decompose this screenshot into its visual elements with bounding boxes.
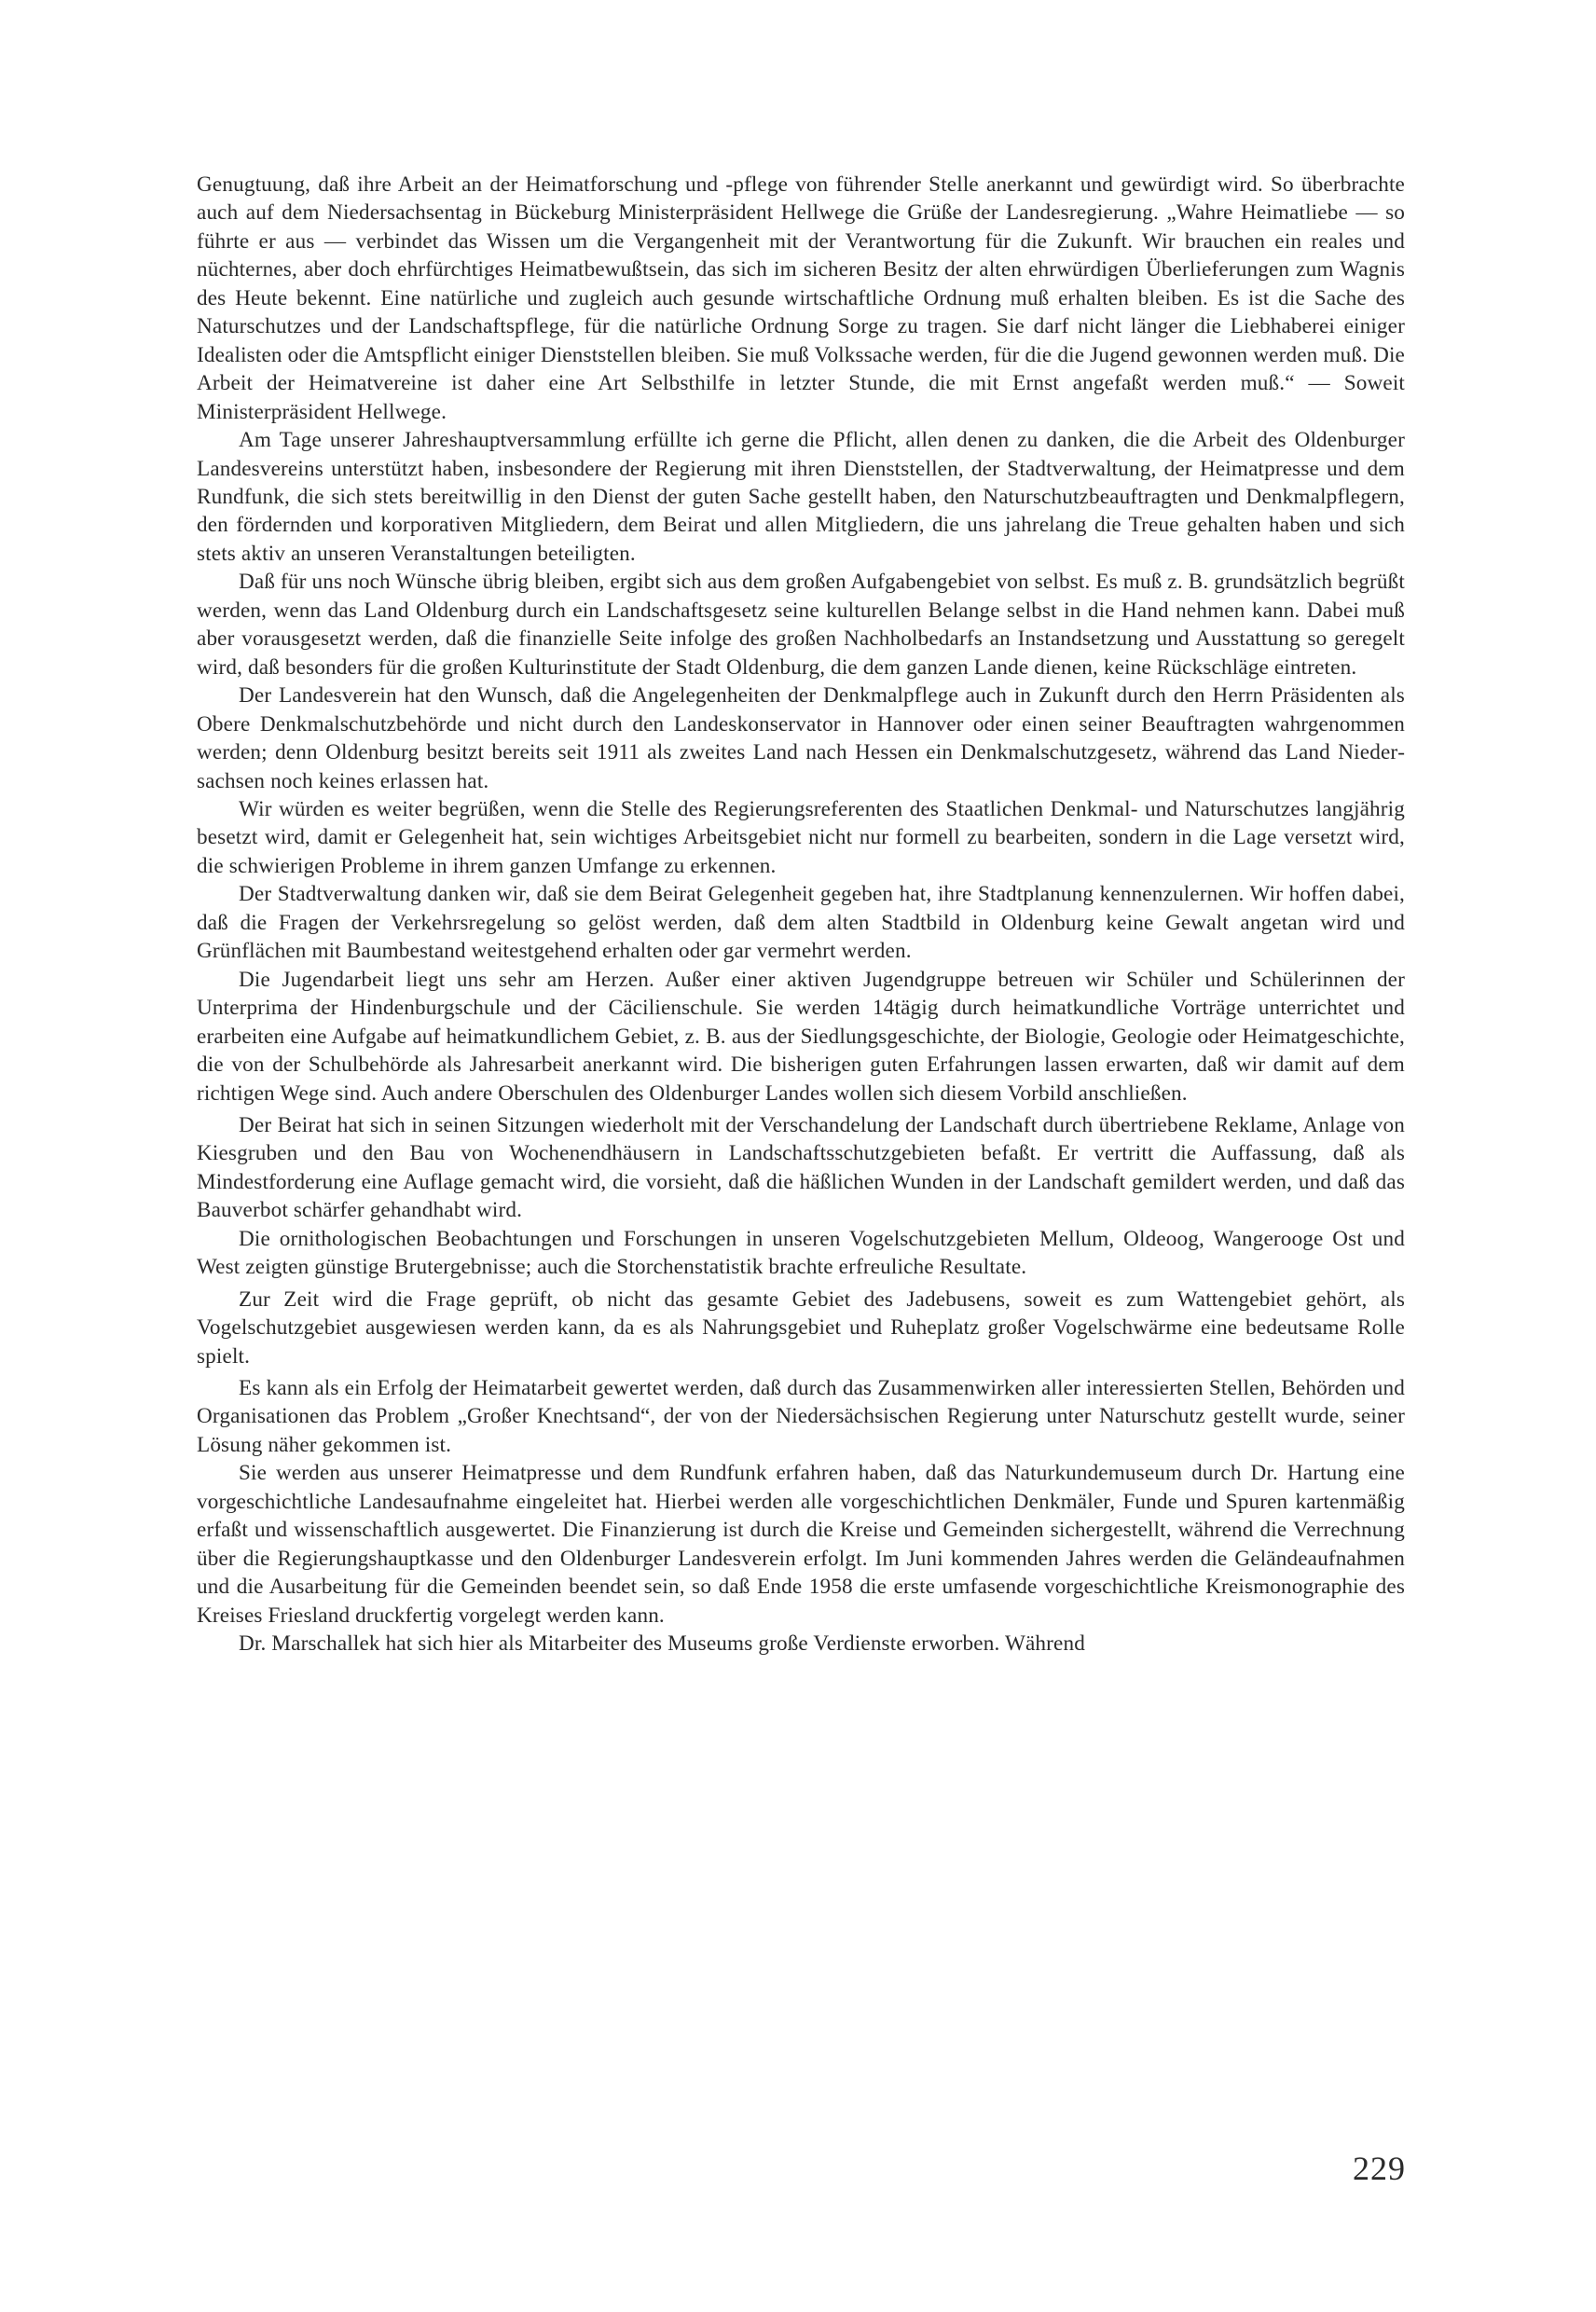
paragraph: Genugtuung, daß ihre Arbeit an der Heimatforschung und -pflege von führender Stelle anerkannt und gewürdigt wird. So überbrachte auch auf dem Niedersachsentag in Bückeburg Ministerpräsident Hellwege die Grüße der Landesregierung. „Wahre Heimatliebe — so führte er aus — verbindet das Wissen um die Vergangenheit mit der Verantwortung für die Zukunft. Wir brauchen ein reales und nüchternes, aber doch ehrfürchtiges Heimatbewußtsein, das sich im sicheren Besitz der alten ehrwürdigen Überlieferungen zum Wagnis des Heute bekennt. Eine natürliche und zugleich auch gesunde wirtschaftliche Ordnung muß erhalten bleiben. Es ist die Sache des Naturschutzes und der Landschaftspflege, für die natürliche Ordnung Sorge zu tragen. Sie darf nicht länger die Liebhaberei einiger Idealisten oder die Amtspflicht einiger Dienststellen bleiben. Sie muß Volkssache werden, für die die Jugend gewonnen werden muß. Die Arbeit der Heimatvereine ist daher eine Art Selbsthilfe in letzter Stunde, die mit Ernst angefaßt werden muß.“ — Soweit Ministerpräsident Hellwege. [197,172,1405,424]
paragraph: Wir würden es weiter begrüßen, wenn die Stelle des Regierungsreferenten des Staatlichen Denkmal- und Naturschutzes langjährig besetzt wird, damit er Gelegenheit hat, sein wichtiges Arbeitsgebiet nicht nur formell zu bearbeiten, sondern in die Lage versetzt wird, die schwierigen Probleme in ihrem ganzen Umfange zu erkennen. [197,796,1405,878]
paragraph: Dr. Marschallek hat sich hier als Mitarbeiter des Museums große Verdienste erworben. Während [239,1631,1085,1657]
paragraph: Am Tage unserer Jahreshauptversammlung erfüllte ich gerne die Pflicht, allen denen zu danken, die die Arbeit des Oldenburger Landesvereins unterstützt haben, insbesondere der Regierung mit ihren Dienststellen, der Stadtverwaltung, der Heimatpresse und dem Rundfunk, die sich stets bereitwillig in den Dienst der guten Sache gestellt haben, den Naturschutzbeauftragten und Denkmalpflegern, den fördernden und korporativen Mitgliedern, dem Beirat und allen Mitgliedern, die uns jahrelang die Treue gehalten haben und sich stets aktiv an unseren Veranstaltungen beteiligten. [197,428,1405,566]
paragraph: Die ornithologischen Beobachtungen und Forschungen in unseren Vogelschutzgebieten Mellum, Oldeoog, Wangerooge Ost und West zeigten günstige Brutergebnisse; auch die Storchenstatistik brachte erfreuliche Resultate. [197,1226,1405,1280]
paragraph: Zur Zeit wird die Frage geprüft, ob nicht das gesamte Gebiet des Jadebusens, soweit es zum Wattengebiet gehört, als Vogelschutzgebiet ausgewiesen werden kann, da es als Nahrungsgebiet und Ruheplatz großer Vogelschwärme eine bedeutsame Rolle spielt. [197,1287,1405,1369]
paragraph: Daß für uns noch Wünsche übrig bleiben, ergibt sich aus dem großen Aufgabengebiet von selbst. Es muß z. B. grundsätzlich begrüßt werden, wenn das Land Oldenburg durch ein Landschaftsgesetz seine kulturellen Belange selbst in die Hand nehmen kann. Dabei muß aber vorausgesetzt werden, daß die finanzielle Seite infolge des großen Nachholbedarfs an Instandsetzung und Ausstattung so geregelt wird, daß besonders für die großen Kulturinstitute der Stadt Oldenburg, die dem ganzen Lande dienen, keine Rückschläge eintreten. [197,570,1405,680]
paragraph: Der Stadtverwaltung danken wir, daß sie dem Beirat Gelegenheit gegeben hat, ihre Stadtplanung kennenzulernen. Wir hoffen dabei, daß die Fragen der Verkehrsregelung so gelöst werden, daß dem alten Stadtbild in Oldenburg keine Gewalt angetan wird und Grünflächen mit Baumbestand weitestgehend erhalten oder gar vermehrt werden. [197,882,1405,964]
paragraph: Der Landesverein hat den Wunsch, daß die Angelegenheiten der Denkmalpflege auch in Zukunft durch den Herrn Präsidenten als Obere Denkmalschutzbehörde und nicht durch den Landeskonservator in Hannover oder einen seiner Beauftragten wahrgenommen werden; denn Oldenburg besitzt bereits seit 1911 als zweites Land nach Hessen ein Denkmalschutzgesetz, während das Land Niedersachsen noch keines erlassen hat. [197,683,1405,793]
paragraph: Es kann als ein Erfolg der Heimatarbeit gewertet werden, daß durch das Zusammenwirken aller interessierten Stellen, Behörden und Organisationen das Problem „Großer Knechtsand“, der von der Niedersächsischen Regierung unter Naturschutz gestellt wurde, seiner Lösung näher gekommen ist. [197,1376,1405,1457]
paragraph: Die Jugendarbeit liegt uns sehr am Herzen. Außer einer aktiven Jugendgruppe betreuen wir Schüler und Schülerinnen der Unterprima der Hindenburgschule und der Cäcilienschule. Sie werden 14tägig durch heimatkundliche Vorträge unterrichtet und erarbeiten eine Aufgabe auf heimatkundlichem Gebiet, z. B. aus der Siedlungsgeschichte, der Biologie, Geologie oder Heimatgeschichte, die von der Schulbehörde als Jahresarbeit anerkannt wird. Die bisherigen guten Erfahrungen lassen erwarten, daß wir damit auf dem richtigen Wege sind. Auch andere Oberschulen des Oldenburger Landes wollen sich diesem Vorbild anschließen. [197,967,1405,1106]
paragraph: Sie werden aus unserer Heimatpresse und dem Rundfunk erfahren haben, daß das Naturkundemuseum durch Dr. Hartung eine vorgeschichtliche Landesaufnahme eingeleitet hat. Hierbei werden alle vorgeschichtlichen Denkmäler, Funde und Spuren kartenmäßig erfaßt und wissenschaftlich ausgewertet. Die Finanzierung ist durch die Kreise und Gemeinden sichergestellt, während die Verrechnung über die Regierungshauptkasse und den Oldenburger Landesverein erfolgt. Im Juni kommenden Jahres werden die Geländeaufnahmen und die Ausarbeitung für die Gemeinden beendet sein, so daß Ende 1958 die erste umfasende vorgeschichtliche Kreismonographie des Kreises Friesland druckfertig vorgelegt werden kann. [197,1461,1405,1628]
paragraph: Der Beirat hat sich in seinen Sitzungen wiederholt mit der Verschandelung der Landschaft durch übertriebene Reklame, Anlage von Kiesgruben und den Bau von Wochenendhäusern in Landschaftsschutzgebieten befaßt. Er vertritt die Auffassung, daß als Mindestforderung eine Auflage gemacht wird, die vorsieht, daß die häßlichen Wunden in der Landschaft gemildert werden, und daß das Bauverbot schärfer gehandhabt wird. [197,1112,1405,1223]
page-number: 229 [1353,2150,1406,2187]
body-text [197,171,1405,1658]
